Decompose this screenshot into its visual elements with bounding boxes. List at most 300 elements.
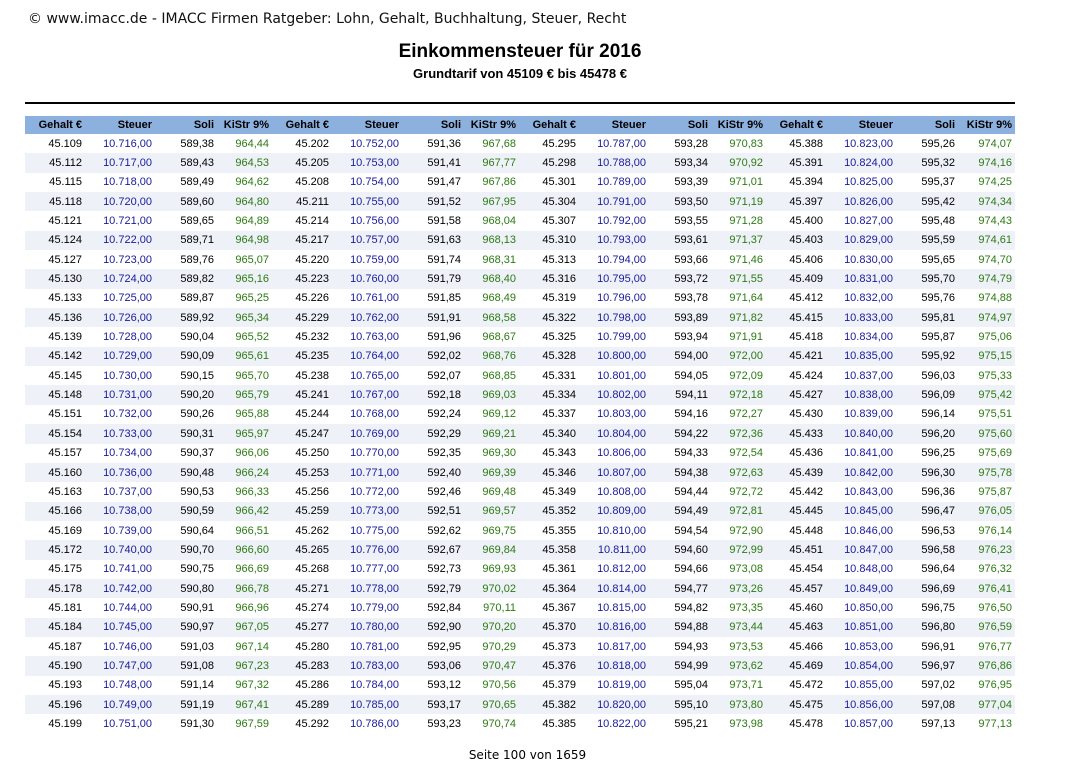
soli-cell: 592,46 — [402, 482, 464, 501]
column-header: Soli — [402, 116, 464, 134]
kist-cell: 969,21 — [464, 424, 519, 443]
gehalt-cell: 45.370 — [519, 618, 579, 637]
gehalt-cell: 45.139 — [25, 327, 85, 346]
kist-cell: 976,05 — [958, 502, 1015, 521]
kist-cell: 966,69 — [217, 560, 272, 579]
kist-cell: 967,14 — [217, 637, 272, 656]
table-row — [25, 540, 1015, 559]
steuer-cell: 10.854,00 — [826, 656, 896, 675]
steuer-cell: 10.800,00 — [579, 347, 649, 366]
gehalt-cell: 45.328 — [519, 347, 579, 366]
steuer-cell: 10.855,00 — [826, 676, 896, 695]
soli-cell: 595,42 — [896, 192, 958, 211]
soli-cell: 594,77 — [649, 579, 711, 598]
soli-cell: 595,32 — [896, 153, 958, 172]
gehalt-cell: 45.277 — [272, 618, 332, 637]
kist-cell: 965,79 — [217, 385, 272, 404]
gehalt-cell: 45.145 — [25, 366, 85, 385]
soli-cell: 591,52 — [402, 192, 464, 211]
soli-cell: 593,78 — [649, 289, 711, 308]
kist-cell: 971,28 — [711, 211, 766, 230]
soli-cell: 592,90 — [402, 618, 464, 637]
steuer-cell: 10.760,00 — [332, 269, 402, 288]
gehalt-cell: 45.124 — [25, 231, 85, 250]
gehalt-cell: 45.454 — [766, 560, 826, 579]
soli-cell: 591,41 — [402, 153, 464, 172]
steuer-cell: 10.850,00 — [826, 598, 896, 617]
kist-cell: 969,39 — [464, 463, 519, 482]
gehalt-cell: 45.238 — [272, 366, 332, 385]
soli-cell: 597,02 — [896, 676, 958, 695]
kist-cell: 974,07 — [958, 134, 1015, 153]
gehalt-cell: 45.220 — [272, 250, 332, 269]
kist-cell: 973,44 — [711, 618, 766, 637]
steuer-cell: 10.748,00 — [85, 676, 155, 695]
steuer-cell: 10.848,00 — [826, 560, 896, 579]
steuer-cell: 10.840,00 — [826, 424, 896, 443]
soli-cell: 592,40 — [402, 463, 464, 482]
table-row — [25, 463, 1015, 482]
soli-cell: 593,66 — [649, 250, 711, 269]
column-header: Steuer — [332, 116, 402, 134]
kist-cell: 968,49 — [464, 289, 519, 308]
steuer-cell: 10.777,00 — [332, 560, 402, 579]
soli-cell: 592,62 — [402, 521, 464, 540]
kist-cell: 966,33 — [217, 482, 272, 501]
steuer-cell: 10.837,00 — [826, 366, 896, 385]
soli-cell: 592,29 — [402, 424, 464, 443]
steuer-cell: 10.808,00 — [579, 482, 649, 501]
soli-cell: 594,49 — [649, 502, 711, 521]
kist-cell: 976,59 — [958, 618, 1015, 637]
steuer-cell: 10.732,00 — [85, 405, 155, 424]
column-header: KiStr 9% — [958, 116, 1015, 134]
gehalt-cell: 45.397 — [766, 192, 826, 211]
soli-cell: 591,85 — [402, 289, 464, 308]
gehalt-cell: 45.346 — [519, 463, 579, 482]
steuer-cell: 10.816,00 — [579, 618, 649, 637]
steuer-cell: 10.829,00 — [826, 231, 896, 250]
kist-cell: 977,04 — [958, 695, 1015, 714]
gehalt-cell: 45.112 — [25, 153, 85, 172]
column-header: Gehalt € — [519, 116, 579, 134]
kist-cell: 969,30 — [464, 444, 519, 463]
table-row — [25, 598, 1015, 617]
column-header: KiStr 9% — [464, 116, 519, 134]
gehalt-cell: 45.424 — [766, 366, 826, 385]
soli-cell: 594,93 — [649, 637, 711, 656]
soli-cell: 591,63 — [402, 231, 464, 250]
soli-cell: 594,54 — [649, 521, 711, 540]
steuer-cell: 10.737,00 — [85, 482, 155, 501]
kist-cell: 973,26 — [711, 579, 766, 598]
soli-cell: 596,03 — [896, 366, 958, 385]
table-row — [25, 308, 1015, 327]
kist-cell: 975,51 — [958, 405, 1015, 424]
steuer-cell: 10.801,00 — [579, 366, 649, 385]
gehalt-cell: 45.283 — [272, 656, 332, 675]
gehalt-cell: 45.319 — [519, 289, 579, 308]
gehalt-cell: 45.469 — [766, 656, 826, 675]
kist-cell: 967,32 — [217, 676, 272, 695]
soli-cell: 596,91 — [896, 637, 958, 656]
soli-cell: 594,82 — [649, 598, 711, 617]
soli-cell: 591,47 — [402, 173, 464, 192]
soli-cell: 595,65 — [896, 250, 958, 269]
kist-cell: 968,04 — [464, 211, 519, 230]
kist-cell: 972,09 — [711, 366, 766, 385]
steuer-cell: 10.839,00 — [826, 405, 896, 424]
soli-cell: 595,87 — [896, 327, 958, 346]
steuer-cell: 10.759,00 — [332, 250, 402, 269]
steuer-cell: 10.767,00 — [332, 385, 402, 404]
steuer-cell: 10.749,00 — [85, 695, 155, 714]
kist-cell: 967,77 — [464, 153, 519, 172]
steuer-cell: 10.726,00 — [85, 308, 155, 327]
kist-cell: 975,60 — [958, 424, 1015, 443]
steuer-cell: 10.754,00 — [332, 173, 402, 192]
kist-cell: 965,07 — [217, 250, 272, 269]
kist-cell: 969,57 — [464, 502, 519, 521]
table-row — [25, 153, 1015, 172]
gehalt-cell: 45.298 — [519, 153, 579, 172]
steuer-cell: 10.769,00 — [332, 424, 402, 443]
steuer-cell: 10.763,00 — [332, 327, 402, 346]
gehalt-cell: 45.445 — [766, 502, 826, 521]
soli-cell: 596,58 — [896, 540, 958, 559]
gehalt-cell: 45.478 — [766, 714, 826, 733]
steuer-cell: 10.742,00 — [85, 579, 155, 598]
steuer-cell: 10.736,00 — [85, 463, 155, 482]
kist-cell: 973,62 — [711, 656, 766, 675]
gehalt-cell: 45.133 — [25, 289, 85, 308]
soli-cell: 590,80 — [155, 579, 217, 598]
tax-table — [25, 116, 1015, 734]
soli-cell: 595,59 — [896, 231, 958, 250]
soli-cell: 591,03 — [155, 637, 217, 656]
soli-cell: 592,79 — [402, 579, 464, 598]
soli-cell: 592,35 — [402, 444, 464, 463]
gehalt-cell: 45.118 — [25, 192, 85, 211]
kist-cell: 968,85 — [464, 366, 519, 385]
gehalt-cell: 45.178 — [25, 579, 85, 598]
kist-cell: 976,86 — [958, 656, 1015, 675]
steuer-cell: 10.756,00 — [332, 211, 402, 230]
kist-cell: 973,71 — [711, 676, 766, 695]
kist-cell: 971,55 — [711, 269, 766, 288]
gehalt-cell: 45.184 — [25, 618, 85, 637]
soli-cell: 596,75 — [896, 598, 958, 617]
soli-cell: 596,47 — [896, 502, 958, 521]
steuer-cell: 10.784,00 — [332, 676, 402, 695]
gehalt-cell: 45.472 — [766, 676, 826, 695]
soli-cell: 594,38 — [649, 463, 711, 482]
soli-cell: 591,91 — [402, 308, 464, 327]
steuer-cell: 10.853,00 — [826, 637, 896, 656]
steuer-cell: 10.785,00 — [332, 695, 402, 714]
gehalt-cell: 45.466 — [766, 637, 826, 656]
gehalt-cell: 45.190 — [25, 656, 85, 675]
steuer-cell: 10.751,00 — [85, 714, 155, 733]
table-row — [25, 444, 1015, 463]
gehalt-cell: 45.463 — [766, 618, 826, 637]
gehalt-cell: 45.373 — [519, 637, 579, 656]
soli-cell: 590,15 — [155, 366, 217, 385]
soli-cell: 593,34 — [649, 153, 711, 172]
gehalt-cell: 45.274 — [272, 598, 332, 617]
soli-cell: 590,48 — [155, 463, 217, 482]
kist-cell: 968,58 — [464, 308, 519, 327]
kist-cell: 966,06 — [217, 444, 272, 463]
steuer-cell: 10.720,00 — [85, 192, 155, 211]
kist-cell: 972,72 — [711, 482, 766, 501]
steuer-cell: 10.783,00 — [332, 656, 402, 675]
soli-cell: 595,26 — [896, 134, 958, 153]
steuer-cell: 10.831,00 — [826, 269, 896, 288]
gehalt-cell: 45.289 — [272, 695, 332, 714]
soli-cell: 596,36 — [896, 482, 958, 501]
soli-cell: 596,09 — [896, 385, 958, 404]
gehalt-cell: 45.313 — [519, 250, 579, 269]
kist-cell: 972,18 — [711, 385, 766, 404]
steuer-cell: 10.789,00 — [579, 173, 649, 192]
steuer-cell: 10.856,00 — [826, 695, 896, 714]
kist-cell: 971,46 — [711, 250, 766, 269]
steuer-cell: 10.787,00 — [579, 134, 649, 153]
steuer-cell: 10.792,00 — [579, 211, 649, 230]
gehalt-cell: 45.400 — [766, 211, 826, 230]
steuer-cell: 10.721,00 — [85, 211, 155, 230]
steuer-cell: 10.815,00 — [579, 598, 649, 617]
gehalt-cell: 45.202 — [272, 134, 332, 153]
soli-cell: 591,74 — [402, 250, 464, 269]
table-row — [25, 347, 1015, 366]
kist-cell: 968,76 — [464, 347, 519, 366]
gehalt-cell: 45.259 — [272, 502, 332, 521]
soli-cell: 595,10 — [649, 695, 711, 714]
soli-cell: 590,97 — [155, 618, 217, 637]
soli-cell: 591,14 — [155, 676, 217, 695]
table-row — [25, 366, 1015, 385]
gehalt-cell: 45.244 — [272, 405, 332, 424]
kist-cell: 973,80 — [711, 695, 766, 714]
gehalt-cell: 45.160 — [25, 463, 85, 482]
kist-cell: 966,60 — [217, 540, 272, 559]
soli-cell: 595,92 — [896, 347, 958, 366]
soli-cell: 596,14 — [896, 405, 958, 424]
gehalt-cell: 45.193 — [25, 676, 85, 695]
soli-cell: 593,12 — [402, 676, 464, 695]
gehalt-cell: 45.352 — [519, 502, 579, 521]
kist-cell: 966,78 — [217, 579, 272, 598]
steuer-cell: 10.824,00 — [826, 153, 896, 172]
gehalt-cell: 45.322 — [519, 308, 579, 327]
soli-cell: 592,07 — [402, 366, 464, 385]
kist-cell: 969,84 — [464, 540, 519, 559]
soli-cell: 590,53 — [155, 482, 217, 501]
gehalt-cell: 45.169 — [25, 521, 85, 540]
kist-cell: 968,13 — [464, 231, 519, 250]
kist-cell: 968,40 — [464, 269, 519, 288]
kist-cell: 964,53 — [217, 153, 272, 172]
steuer-cell: 10.764,00 — [332, 347, 402, 366]
gehalt-cell: 45.208 — [272, 173, 332, 192]
soli-cell: 592,67 — [402, 540, 464, 559]
soli-cell: 592,73 — [402, 560, 464, 579]
steuer-cell: 10.817,00 — [579, 637, 649, 656]
soli-cell: 589,43 — [155, 153, 217, 172]
kist-cell: 965,88 — [217, 405, 272, 424]
steuer-cell: 10.747,00 — [85, 656, 155, 675]
soli-cell: 590,37 — [155, 444, 217, 463]
kist-cell: 970,65 — [464, 695, 519, 714]
steuer-cell: 10.791,00 — [579, 192, 649, 211]
gehalt-cell: 45.268 — [272, 560, 332, 579]
gehalt-cell: 45.265 — [272, 540, 332, 559]
kist-cell: 973,35 — [711, 598, 766, 617]
gehalt-cell: 45.343 — [519, 444, 579, 463]
gehalt-cell: 45.379 — [519, 676, 579, 695]
kist-cell: 975,33 — [958, 366, 1015, 385]
gehalt-cell: 45.376 — [519, 656, 579, 675]
soli-cell: 593,89 — [649, 308, 711, 327]
soli-cell: 593,28 — [649, 134, 711, 153]
gehalt-cell: 45.325 — [519, 327, 579, 346]
soli-cell: 593,55 — [649, 211, 711, 230]
steuer-cell: 10.786,00 — [332, 714, 402, 733]
table-row — [25, 231, 1015, 250]
gehalt-cell: 45.286 — [272, 676, 332, 695]
steuer-cell: 10.793,00 — [579, 231, 649, 250]
steuer-cell: 10.847,00 — [826, 540, 896, 559]
steuer-cell: 10.842,00 — [826, 463, 896, 482]
soli-cell: 593,94 — [649, 327, 711, 346]
kist-cell: 976,32 — [958, 560, 1015, 579]
kist-cell: 974,34 — [958, 192, 1015, 211]
kist-cell: 971,19 — [711, 192, 766, 211]
soli-cell: 594,00 — [649, 347, 711, 366]
kist-cell: 975,69 — [958, 444, 1015, 463]
soli-cell: 593,06 — [402, 656, 464, 675]
soli-cell: 589,92 — [155, 308, 217, 327]
steuer-cell: 10.780,00 — [332, 618, 402, 637]
soli-cell: 589,71 — [155, 231, 217, 250]
gehalt-cell: 45.223 — [272, 269, 332, 288]
soli-cell: 594,88 — [649, 618, 711, 637]
soli-cell: 595,76 — [896, 289, 958, 308]
steuer-cell: 10.731,00 — [85, 385, 155, 404]
kist-cell: 976,50 — [958, 598, 1015, 617]
table-header-row — [25, 116, 1015, 134]
steuer-cell: 10.845,00 — [826, 502, 896, 521]
soli-cell: 590,64 — [155, 521, 217, 540]
gehalt-cell: 45.394 — [766, 173, 826, 192]
column-header: Steuer — [826, 116, 896, 134]
table-row — [25, 250, 1015, 269]
table-row — [25, 269, 1015, 288]
gehalt-cell: 45.337 — [519, 405, 579, 424]
kist-cell: 975,78 — [958, 463, 1015, 482]
column-header: Soli — [896, 116, 958, 134]
gehalt-cell: 45.214 — [272, 211, 332, 230]
kist-cell: 969,03 — [464, 385, 519, 404]
title-divider — [25, 102, 1015, 104]
column-header: Steuer — [579, 116, 649, 134]
gehalt-cell: 45.148 — [25, 385, 85, 404]
gehalt-cell: 45.436 — [766, 444, 826, 463]
kist-cell: 975,15 — [958, 347, 1015, 366]
gehalt-cell: 45.391 — [766, 153, 826, 172]
gehalt-cell: 45.415 — [766, 308, 826, 327]
soli-cell: 596,69 — [896, 579, 958, 598]
soli-cell: 595,21 — [649, 714, 711, 733]
soli-cell: 590,26 — [155, 405, 217, 424]
gehalt-cell: 45.403 — [766, 231, 826, 250]
gehalt-cell: 45.127 — [25, 250, 85, 269]
gehalt-cell: 45.211 — [272, 192, 332, 211]
gehalt-cell: 45.172 — [25, 540, 85, 559]
kist-cell: 967,68 — [464, 134, 519, 153]
soli-cell: 593,50 — [649, 192, 711, 211]
kist-cell: 971,01 — [711, 173, 766, 192]
kist-cell: 964,44 — [217, 134, 272, 153]
kist-cell: 972,00 — [711, 347, 766, 366]
table-row — [25, 192, 1015, 211]
soli-cell: 589,87 — [155, 289, 217, 308]
soli-cell: 596,53 — [896, 521, 958, 540]
table-row — [25, 579, 1015, 598]
gehalt-cell: 45.196 — [25, 695, 85, 714]
kist-cell: 971,37 — [711, 231, 766, 250]
steuer-cell: 10.820,00 — [579, 695, 649, 714]
kist-cell: 965,97 — [217, 424, 272, 443]
steuer-cell: 10.838,00 — [826, 385, 896, 404]
table-row — [25, 211, 1015, 230]
kist-cell: 964,80 — [217, 192, 272, 211]
soli-cell: 589,49 — [155, 173, 217, 192]
steuer-cell: 10.835,00 — [826, 347, 896, 366]
table-row — [25, 289, 1015, 308]
kist-cell: 973,98 — [711, 714, 766, 733]
kist-cell: 975,06 — [958, 327, 1015, 346]
soli-cell: 589,60 — [155, 192, 217, 211]
steuer-cell: 10.834,00 — [826, 327, 896, 346]
steuer-cell: 10.757,00 — [332, 231, 402, 250]
steuer-cell: 10.798,00 — [579, 308, 649, 327]
kist-cell: 974,61 — [958, 231, 1015, 250]
steuer-cell: 10.723,00 — [85, 250, 155, 269]
soli-cell: 591,30 — [155, 714, 217, 733]
steuer-cell: 10.841,00 — [826, 444, 896, 463]
kist-cell: 964,89 — [217, 211, 272, 230]
kist-cell: 970,47 — [464, 656, 519, 675]
steuer-cell: 10.739,00 — [85, 521, 155, 540]
gehalt-cell: 45.235 — [272, 347, 332, 366]
steuer-cell: 10.717,00 — [85, 153, 155, 172]
kist-cell: 969,12 — [464, 405, 519, 424]
gehalt-cell: 45.256 — [272, 482, 332, 501]
column-header: Gehalt € — [766, 116, 826, 134]
table-row — [25, 714, 1015, 733]
table-row — [25, 521, 1015, 540]
gehalt-cell: 45.358 — [519, 540, 579, 559]
steuer-cell: 10.729,00 — [85, 347, 155, 366]
steuer-cell: 10.770,00 — [332, 444, 402, 463]
kist-cell: 974,97 — [958, 308, 1015, 327]
gehalt-cell: 45.241 — [272, 385, 332, 404]
column-header: Gehalt € — [272, 116, 332, 134]
soli-cell: 591,96 — [402, 327, 464, 346]
